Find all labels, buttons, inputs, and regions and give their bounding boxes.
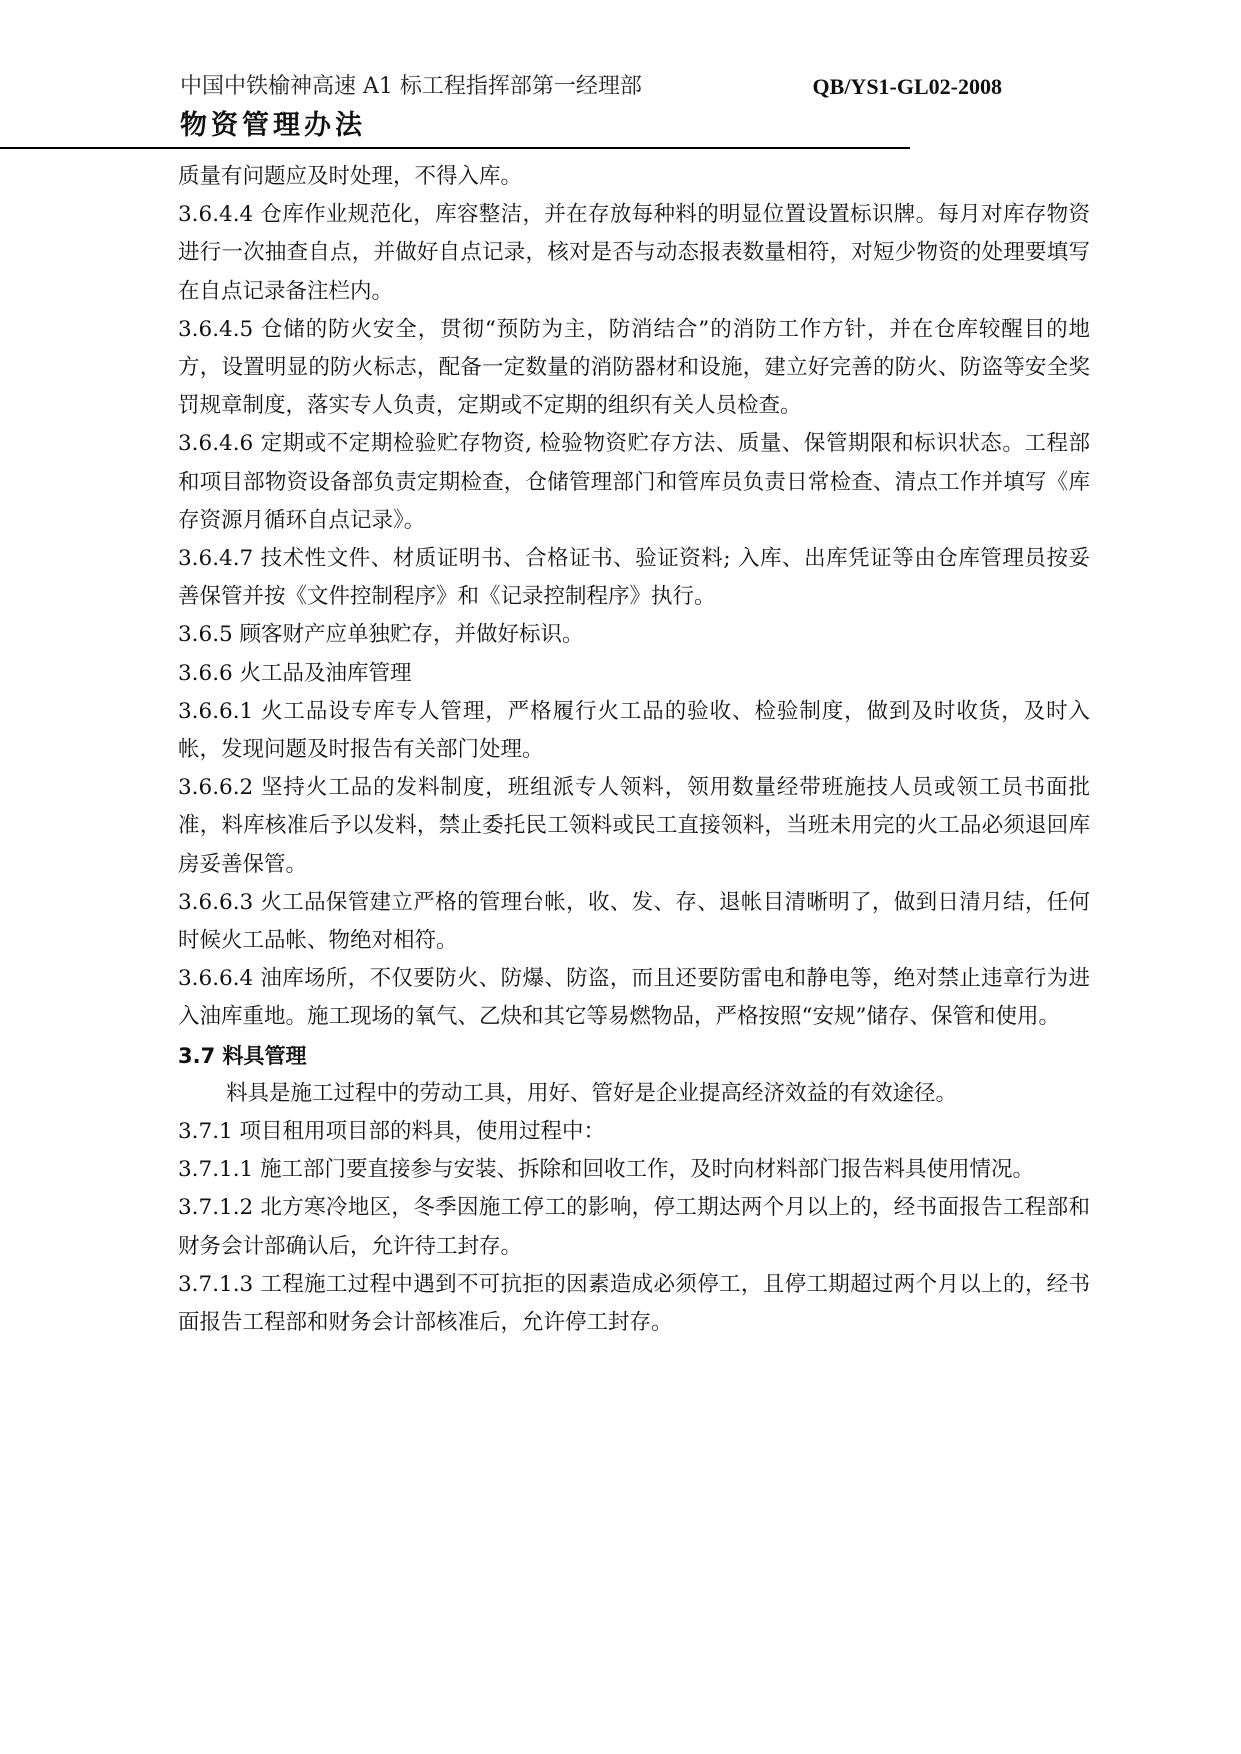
paragraph: 3.6.4.4 仓库作业规范化，库容整洁，并在存放每种料的明显位置设置标识牌。每月对库存物资进行一次抽查自点，并做好自点记录，核对是否与动态报表数量相符，对短少物资的处理要填写在自点记录备注栏内。 [178, 202, 1090, 304]
organization-name: 中国中铁榆神高速 A1 标工程指挥部第一经理部 [180, 74, 642, 99]
document-number: QB/YS1-GL02-2008 [812, 74, 1002, 99]
paragraph: 质量有问题应及时处理，不得入库。 [178, 164, 523, 189]
paragraph: 3.6.4.5 仓储的防火安全，贯彻“预防为主，防消结合”的消防工作方针，并在仓库较醒目的地方，设置明显的防火标志，配备一定数量的消防器材和设施，建立好完善的防火、防盗等安全奖罚规章制度，落实专人负责，定期或不定期的组织有关人员检查。 [178, 316, 1090, 419]
paragraph: 3.7.1 项目租用项目部的料具，使用过程中： [178, 1119, 606, 1145]
header-rule [0, 147, 910, 149]
paragraph: 3.7.1.3 工程施工过程中遇到不可抗拒的因素造成必须停工，且停工期超过两个月以上的，经书面报告工程部和财务会计部核准后，允许停工封存。 [178, 1271, 1090, 1336]
section-heading: 3.7 料具管理 [178, 1043, 307, 1068]
paragraph: 3.6.6.3 火工品保管建立严格的管理台帐，收、发、存、退帐目清晰明了，做到日清月结，任何时候火工品帐、物绝对相符。 [178, 889, 1090, 954]
paragraph: 3.6.6.4 油库场所，不仅要防火、防爆、防盗，而且还要防雷电和静电等，绝对禁止违章行为进入油库重地。施工现场的氧气、乙炔和其它等易燃物品，严格按照“安规”储存、保管和使用。 [178, 966, 1090, 1030]
paragraph: 3.6.5 顾客财产应单独贮存，并做好标识。 [178, 622, 584, 648]
document-title: 物资管理办法 [180, 110, 366, 141]
paragraph: 3.7.1.2 北方寒冷地区，冬季因施工停工的影响，停工期达两个月以上的，经书面报告工程部和财务会计部确认后，允许待工封存。 [178, 1195, 1090, 1259]
paragraph: 3.6.4.7 技术性文件、材质证明书、合格证书、验证资料; 入库、出库凭证等由仓库管理员按妥善保管并按《文件控制程序》和《记录控制程序》执行。 [178, 546, 1090, 610]
paragraph: 3.6.6.1 火工品设专库专人管理，严格履行火工品的验收、检验制度，做到及时收货，及时入帐，发现问题及时报告有关部门处理。 [178, 698, 1090, 763]
document-body [178, 158, 1090, 1342]
paragraph: 料具是施工过程中的劳动工具，用好、管好是企业提高经济效益的有效途径。 [226, 1080, 958, 1106]
paragraph: 3.6.4.6 定期或不定期检验贮存物资, 检验物资贮存方法、质量、保管期限和标识状态。工程部和项目部物资设备部负责定期检查，仓储管理部门和管库员负责日常检查、清点工作并填写《库存资源月循环自点记录》。 [178, 431, 1090, 533]
paragraph: 3.6.6 火工品及油库管理 [178, 660, 412, 686]
paragraph: 3.7.1.1 施工部门要直接参与安装、拆除和回收工作，及时向材料部门报告料具使用情况。 [178, 1157, 1035, 1183]
paragraph: 3.6.6.2 坚持火工品的发料制度，班组派专人领料，领用数量经带班施技人员或领工员书面批准，料库核准后予以发料，禁止委托民工领料或民工直接领料，当班未用完的火工品必须退回库房妥善保管。 [178, 775, 1090, 877]
